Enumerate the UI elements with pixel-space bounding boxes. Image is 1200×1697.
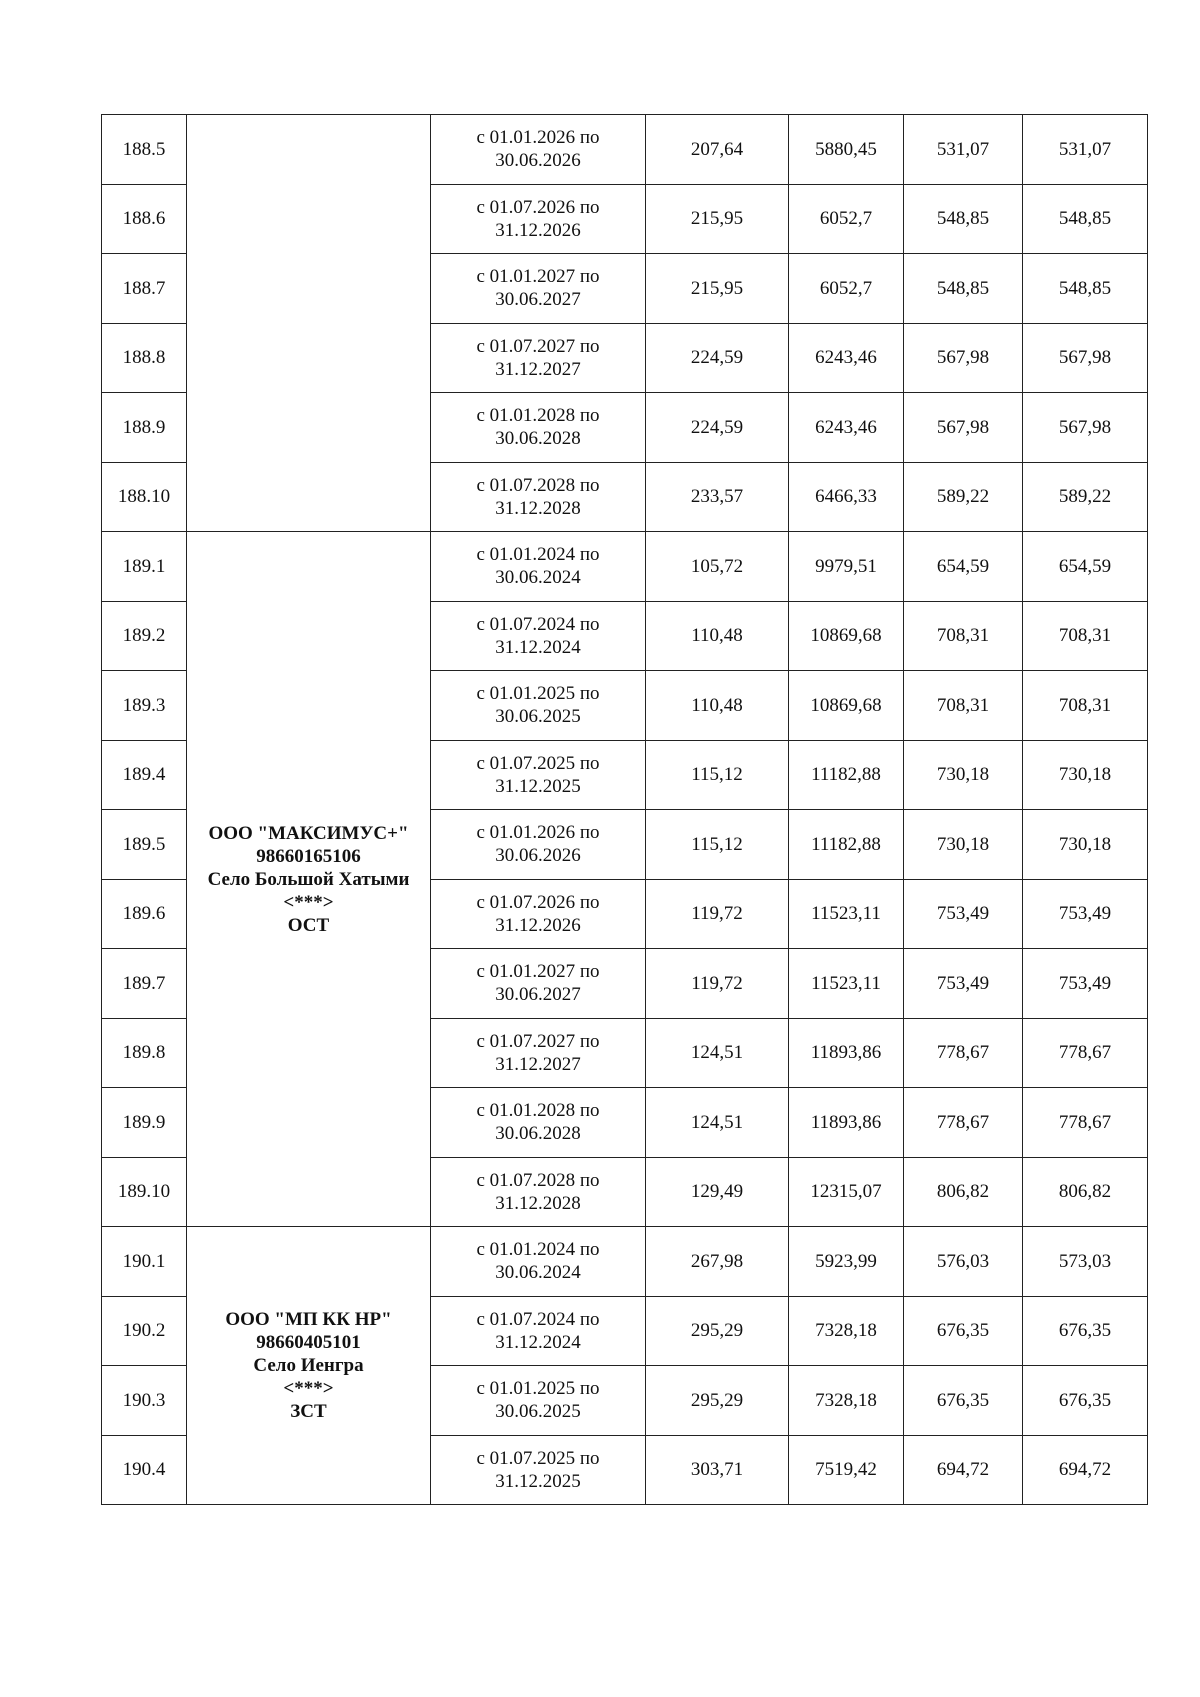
value-cell-3: 589,22 xyxy=(904,462,1023,532)
value-cell-4: 567,98 xyxy=(1023,393,1148,463)
value-cell-2: 10869,68 xyxy=(789,671,904,741)
value-cell-4: 548,85 xyxy=(1023,184,1148,254)
value-cell-1: 224,59 xyxy=(646,393,789,463)
period-cell: с 01.07.2026 по 31.12.2026 xyxy=(431,184,646,254)
row-number-cell: 189.7 xyxy=(102,949,187,1019)
value-cell-3: 548,85 xyxy=(904,254,1023,324)
value-cell-4: 730,18 xyxy=(1023,740,1148,810)
value-cell-4: 676,35 xyxy=(1023,1296,1148,1366)
value-cell-4: 708,31 xyxy=(1023,671,1148,741)
period-cell: с 01.07.2026 по 31.12.2026 xyxy=(431,879,646,949)
row-number-cell: 188.10 xyxy=(102,462,187,532)
value-cell-1: 303,71 xyxy=(646,1435,789,1505)
value-cell-1: 295,29 xyxy=(646,1366,789,1436)
organization-cell: ООО "МП КК НР" 98660405101 Село Иенгра <***> ЗСТ xyxy=(187,1227,431,1505)
value-cell-2: 11523,11 xyxy=(789,949,904,1019)
value-cell-4: 753,49 xyxy=(1023,879,1148,949)
table-row xyxy=(102,1227,1148,1297)
value-cell-2: 6466,33 xyxy=(789,462,904,532)
value-cell-2: 11523,11 xyxy=(789,879,904,949)
value-cell-1: 105,72 xyxy=(646,532,789,602)
row-number-cell: 189.1 xyxy=(102,532,187,602)
period-cell: с 01.07.2025 по 31.12.2025 xyxy=(431,1435,646,1505)
value-cell-1: 233,57 xyxy=(646,462,789,532)
value-cell-3: 753,49 xyxy=(904,949,1023,1019)
row-number-cell: 189.8 xyxy=(102,1018,187,1088)
value-cell-1: 124,51 xyxy=(646,1018,789,1088)
value-cell-3: 753,49 xyxy=(904,879,1023,949)
value-cell-4: 573,03 xyxy=(1023,1227,1148,1297)
value-cell-1: 224,59 xyxy=(646,323,789,393)
value-cell-3: 806,82 xyxy=(904,1157,1023,1227)
value-cell-1: 119,72 xyxy=(646,949,789,1019)
value-cell-2: 7519,42 xyxy=(789,1435,904,1505)
period-cell: с 01.07.2028 по 31.12.2028 xyxy=(431,462,646,532)
row-number-cell: 189.3 xyxy=(102,671,187,741)
row-number-cell: 190.3 xyxy=(102,1366,187,1436)
value-cell-3: 531,07 xyxy=(904,115,1023,185)
row-number-cell: 189.10 xyxy=(102,1157,187,1227)
row-number-cell: 189.2 xyxy=(102,601,187,671)
value-cell-2: 5880,45 xyxy=(789,115,904,185)
value-cell-3: 676,35 xyxy=(904,1366,1023,1436)
value-cell-2: 6052,7 xyxy=(789,184,904,254)
value-cell-1: 215,95 xyxy=(646,184,789,254)
value-cell-1: 215,95 xyxy=(646,254,789,324)
value-cell-2: 11182,88 xyxy=(789,810,904,880)
value-cell-2: 10869,68 xyxy=(789,601,904,671)
value-cell-4: 708,31 xyxy=(1023,601,1148,671)
value-cell-2: 6243,46 xyxy=(789,323,904,393)
value-cell-1: 110,48 xyxy=(646,601,789,671)
period-cell: с 01.01.2025 по 30.06.2025 xyxy=(431,671,646,741)
row-number-cell: 188.7 xyxy=(102,254,187,324)
value-cell-4: 778,67 xyxy=(1023,1088,1148,1158)
value-cell-1: 110,48 xyxy=(646,671,789,741)
period-cell: с 01.01.2027 по 30.06.2027 xyxy=(431,949,646,1019)
value-cell-4: 531,07 xyxy=(1023,115,1148,185)
value-cell-1: 267,98 xyxy=(646,1227,789,1297)
value-cell-3: 730,18 xyxy=(904,810,1023,880)
row-number-cell: 189.9 xyxy=(102,1088,187,1158)
value-cell-2: 11893,86 xyxy=(789,1018,904,1088)
value-cell-4: 778,67 xyxy=(1023,1018,1148,1088)
period-cell: с 01.01.2028 по 30.06.2028 xyxy=(431,1088,646,1158)
value-cell-1: 129,49 xyxy=(646,1157,789,1227)
value-cell-4: 753,49 xyxy=(1023,949,1148,1019)
value-cell-4: 694,72 xyxy=(1023,1435,1148,1505)
value-cell-3: 778,67 xyxy=(904,1088,1023,1158)
value-cell-1: 295,29 xyxy=(646,1296,789,1366)
period-cell: с 01.01.2026 по 30.06.2026 xyxy=(431,810,646,880)
value-cell-2: 9979,51 xyxy=(789,532,904,602)
value-cell-4: 567,98 xyxy=(1023,323,1148,393)
value-cell-4: 676,35 xyxy=(1023,1366,1148,1436)
value-cell-4: 806,82 xyxy=(1023,1157,1148,1227)
value-cell-2: 7328,18 xyxy=(789,1296,904,1366)
row-number-cell: 190.2 xyxy=(102,1296,187,1366)
period-cell: с 01.01.2028 по 30.06.2028 xyxy=(431,393,646,463)
period-cell: с 01.07.2028 по 31.12.2028 xyxy=(431,1157,646,1227)
period-cell: с 01.07.2024 по 31.12.2024 xyxy=(431,601,646,671)
table-row xyxy=(102,532,1148,602)
organization-cell xyxy=(187,115,431,532)
value-cell-2: 5923,99 xyxy=(789,1227,904,1297)
row-number-cell: 188.6 xyxy=(102,184,187,254)
value-cell-2: 12315,07 xyxy=(789,1157,904,1227)
value-cell-1: 207,64 xyxy=(646,115,789,185)
value-cell-1: 115,12 xyxy=(646,810,789,880)
value-cell-3: 778,67 xyxy=(904,1018,1023,1088)
value-cell-3: 694,72 xyxy=(904,1435,1023,1505)
period-cell: с 01.01.2026 по 30.06.2026 xyxy=(431,115,646,185)
row-number-cell: 190.4 xyxy=(102,1435,187,1505)
value-cell-4: 589,22 xyxy=(1023,462,1148,532)
period-cell: с 01.07.2025 по 31.12.2025 xyxy=(431,740,646,810)
tariff-table-body xyxy=(102,115,1148,1505)
value-cell-3: 676,35 xyxy=(904,1296,1023,1366)
value-cell-2: 7328,18 xyxy=(789,1366,904,1436)
period-cell: с 01.07.2027 по 31.12.2027 xyxy=(431,1018,646,1088)
value-cell-2: 11893,86 xyxy=(789,1088,904,1158)
value-cell-2: 6243,46 xyxy=(789,393,904,463)
value-cell-3: 708,31 xyxy=(904,601,1023,671)
row-number-cell: 189.6 xyxy=(102,879,187,949)
period-cell: с 01.01.2024 по 30.06.2024 xyxy=(431,532,646,602)
period-cell: с 01.07.2027 по 31.12.2027 xyxy=(431,323,646,393)
period-cell: с 01.07.2024 по 31.12.2024 xyxy=(431,1296,646,1366)
row-number-cell: 189.4 xyxy=(102,740,187,810)
value-cell-3: 548,85 xyxy=(904,184,1023,254)
row-number-cell: 190.1 xyxy=(102,1227,187,1297)
period-cell: с 01.01.2024 по 30.06.2024 xyxy=(431,1227,646,1297)
value-cell-1: 115,12 xyxy=(646,740,789,810)
row-number-cell: 188.8 xyxy=(102,323,187,393)
value-cell-3: 567,98 xyxy=(904,393,1023,463)
row-number-cell: 188.5 xyxy=(102,115,187,185)
value-cell-4: 548,85 xyxy=(1023,254,1148,324)
value-cell-1: 124,51 xyxy=(646,1088,789,1158)
value-cell-1: 119,72 xyxy=(646,879,789,949)
row-number-cell: 189.5 xyxy=(102,810,187,880)
table-row xyxy=(102,115,1148,185)
value-cell-3: 576,03 xyxy=(904,1227,1023,1297)
period-cell: с 01.01.2027 по 30.06.2027 xyxy=(431,254,646,324)
value-cell-3: 654,59 xyxy=(904,532,1023,602)
organization-cell: ООО "МАКСИМУС+" 98660165106 Село Большой Хатыми <***> ОСТ xyxy=(187,532,431,1227)
row-number-cell: 188.9 xyxy=(102,393,187,463)
value-cell-2: 6052,7 xyxy=(789,254,904,324)
value-cell-3: 708,31 xyxy=(904,671,1023,741)
value-cell-3: 730,18 xyxy=(904,740,1023,810)
value-cell-4: 654,59 xyxy=(1023,532,1148,602)
value-cell-4: 730,18 xyxy=(1023,810,1148,880)
value-cell-3: 567,98 xyxy=(904,323,1023,393)
period-cell: с 01.01.2025 по 30.06.2025 xyxy=(431,1366,646,1436)
value-cell-2: 11182,88 xyxy=(789,740,904,810)
tariff-table xyxy=(101,114,1148,1505)
